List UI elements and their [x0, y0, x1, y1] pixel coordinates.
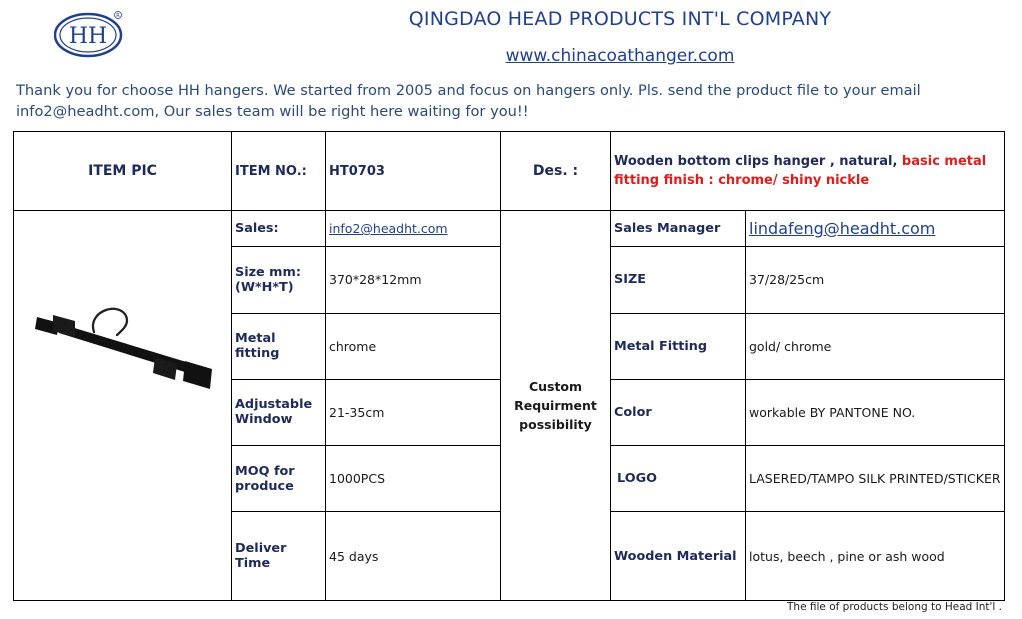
sales-email-link[interactable]: info2@headht.com — [329, 221, 448, 237]
size-label: Size mm:(W*H*T) — [232, 247, 326, 313]
sales-label: Sales: — [232, 211, 326, 247]
color-label: Color — [611, 379, 746, 445]
metal-fitting-label: Metal fitting — [232, 313, 326, 379]
logo-label: LOGO — [611, 446, 746, 512]
metal-fitting2-label: Metal Fitting — [611, 313, 746, 379]
size-value: 370*28*12mm — [326, 247, 501, 313]
moq-label: MOQ for produce — [232, 446, 326, 512]
logo-text: HH — [68, 24, 108, 49]
metal-fitting-value: chrome — [326, 313, 501, 379]
item-pic-cell — [14, 211, 232, 601]
sales-manager-label: Sales Manager — [611, 211, 746, 247]
website-link[interactable]: www.chinacoathanger.com — [505, 46, 735, 66]
metal-fitting2-value: gold/ chrome — [746, 313, 1005, 379]
des-label: Des. : — [501, 132, 611, 211]
manager-email-link[interactable]: lindafeng@headht.com — [749, 219, 936, 239]
des-value — [611, 132, 1005, 211]
intro-text: Thank you for choose HH hangers. We started from 2005 and focus on hangers only. Pls. send the product file to your email info2@headht.com, Our sales team will be right here waiting for you!! — [16, 82, 921, 120]
custom-requirement: Custom Requirment possibility — [501, 211, 611, 601]
size2-label: SIZE — [611, 247, 746, 313]
item-no-label: ITEM NO.: — [232, 132, 326, 211]
adjustable-window-label: Adjustable Window — [232, 379, 326, 445]
wooden-material-label: Wooden Material — [611, 512, 746, 601]
size2-value: 37/28/25cm — [746, 247, 1005, 313]
spec-table — [13, 131, 1005, 601]
des-text: Wooden bottom clips hanger , natural, — [614, 154, 898, 169]
table-row — [14, 211, 1005, 247]
item-no-value: HT0703 — [326, 132, 501, 211]
wooden-material-value: lotus, beech , pine or ash wood — [746, 512, 1005, 601]
logo-value: LASERED/TAMPO SILK PRINTED/STICKER — [746, 446, 1005, 512]
color-value: workable BY PANTONE NO. — [746, 379, 1005, 445]
hanger-image — [17, 211, 227, 597]
des-red-text: basic metal fitting finish : chrome/ shiny nickle — [614, 154, 987, 188]
item-pic-header: ITEM PIC — [14, 132, 232, 211]
svg-text:R: R — [116, 13, 120, 19]
footer-note: The file of products belong to Head Int'l . — [787, 601, 1002, 613]
company-name: QINGDAO HEAD PRODUCTS INT'L COMPANY — [408, 8, 832, 30]
header-row — [14, 132, 1005, 211]
adjustable-window-value: 21-35cm — [326, 379, 501, 445]
moq-value: 1000PCS — [326, 446, 501, 512]
deliver-time-value: 45 days — [326, 512, 501, 601]
deliver-time-label: Deliver Time — [232, 512, 326, 601]
